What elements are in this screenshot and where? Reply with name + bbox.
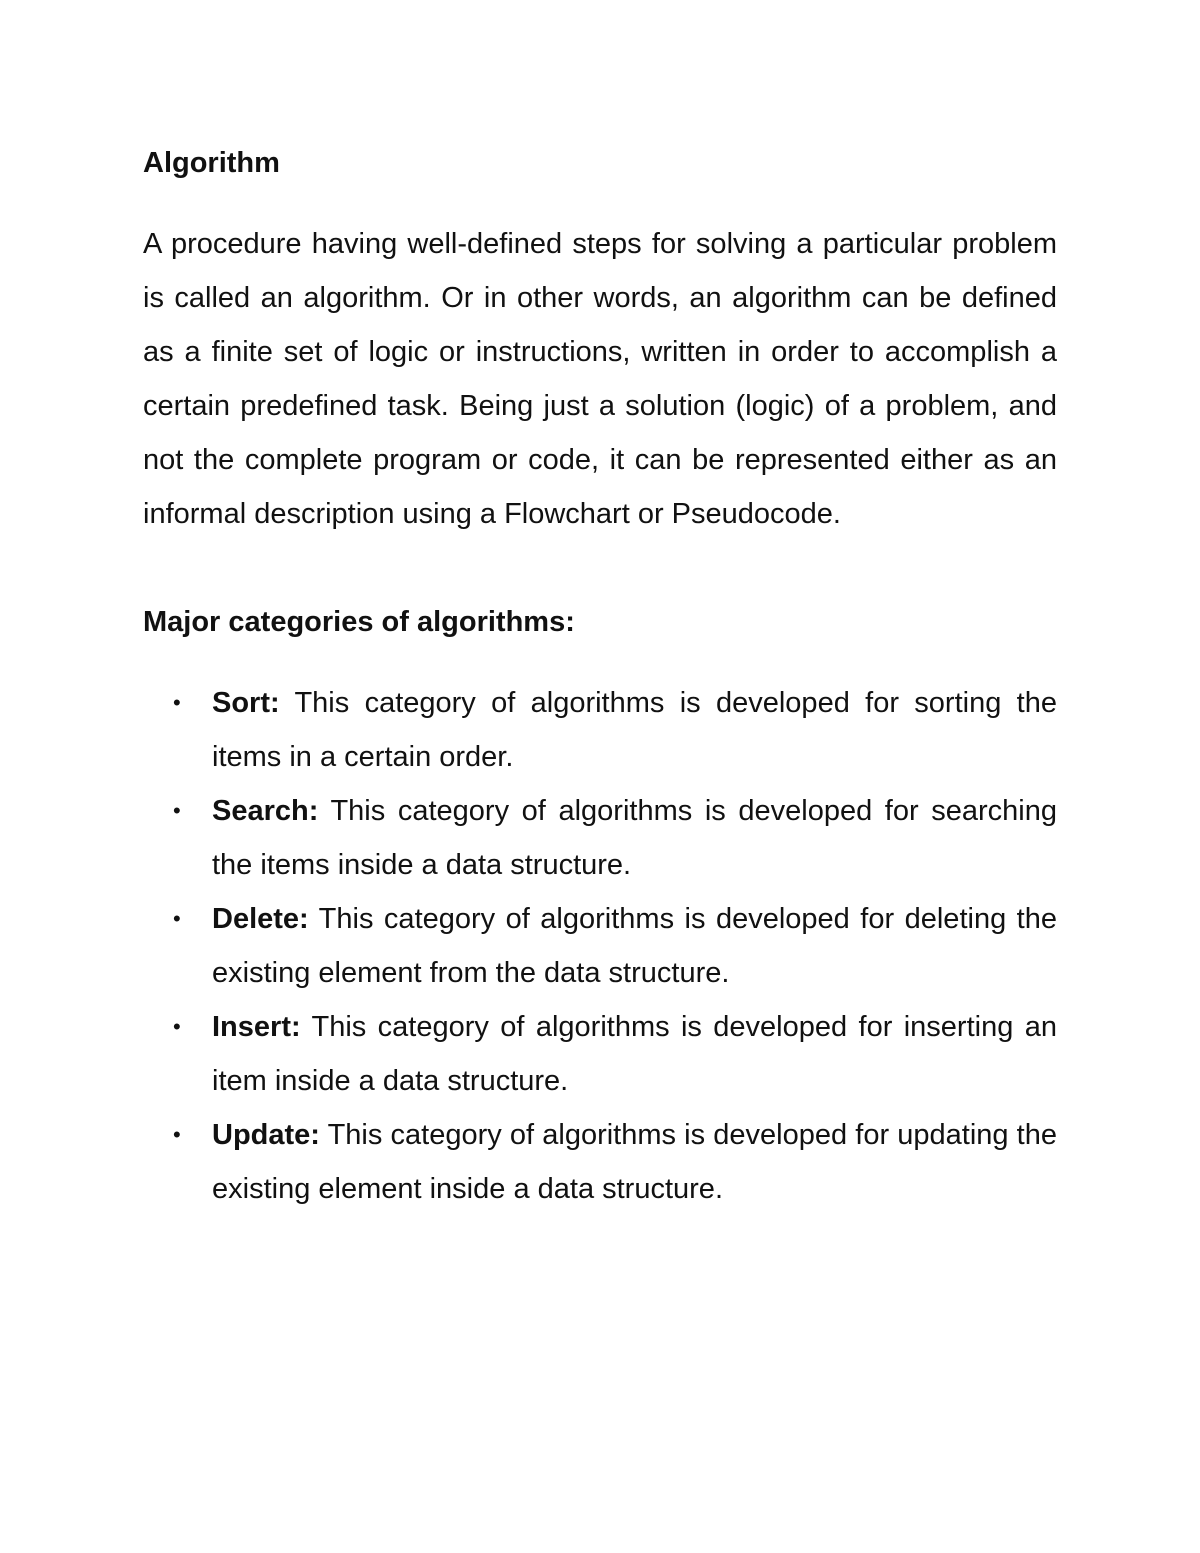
category-description: This category of algorithms is developed for searching the items inside a data structure. — [212, 795, 1057, 881]
category-item-insert — [143, 1000, 1057, 1108]
bullet-icon: • — [173, 1122, 181, 1147]
bullet-icon: • — [173, 1014, 181, 1039]
intro-paragraph: A procedure having well-defined steps for solving a particular problem is called an algorithm. Or in other words, an algorithm can be defined as a finite set of logic or instructions, written in order to accomplish a certain predefined task. Being just a solution (logic) of a problem, and not the complete program or code, it can be represented either as an informal description using a Flowchart or Pseudocode. — [143, 228, 1057, 530]
category-item-sort — [143, 676, 1057, 784]
category-description: This category of algorithms is developed for sorting the items in a certain order. — [212, 687, 1057, 773]
category-term: Search: — [212, 795, 319, 827]
category-item-delete — [143, 892, 1057, 1000]
category-term: Delete: — [212, 903, 309, 935]
category-item-update — [143, 1108, 1057, 1216]
bullet-icon: • — [173, 690, 181, 715]
category-description: This category of algorithms is developed for deleting the existing element from the data structure. — [212, 903, 1057, 989]
category-term: Insert: — [212, 1011, 301, 1043]
bullet-icon: • — [173, 798, 181, 823]
section-heading: Major categories of algorithms: — [143, 606, 575, 638]
category-term: Update: — [212, 1119, 320, 1151]
category-item-search — [143, 784, 1057, 892]
category-term: Sort: — [212, 687, 280, 719]
category-description: This category of algorithms is developed for inserting an item inside a data structure. — [212, 1011, 1057, 1097]
bullet-icon: • — [173, 906, 181, 931]
category-list — [143, 676, 1057, 1216]
document-title: Algorithm — [143, 147, 280, 179]
document-page — [143, 136, 1057, 1216]
category-description: This category of algorithms is developed for updating the existing element inside a data structure. — [212, 1119, 1057, 1205]
